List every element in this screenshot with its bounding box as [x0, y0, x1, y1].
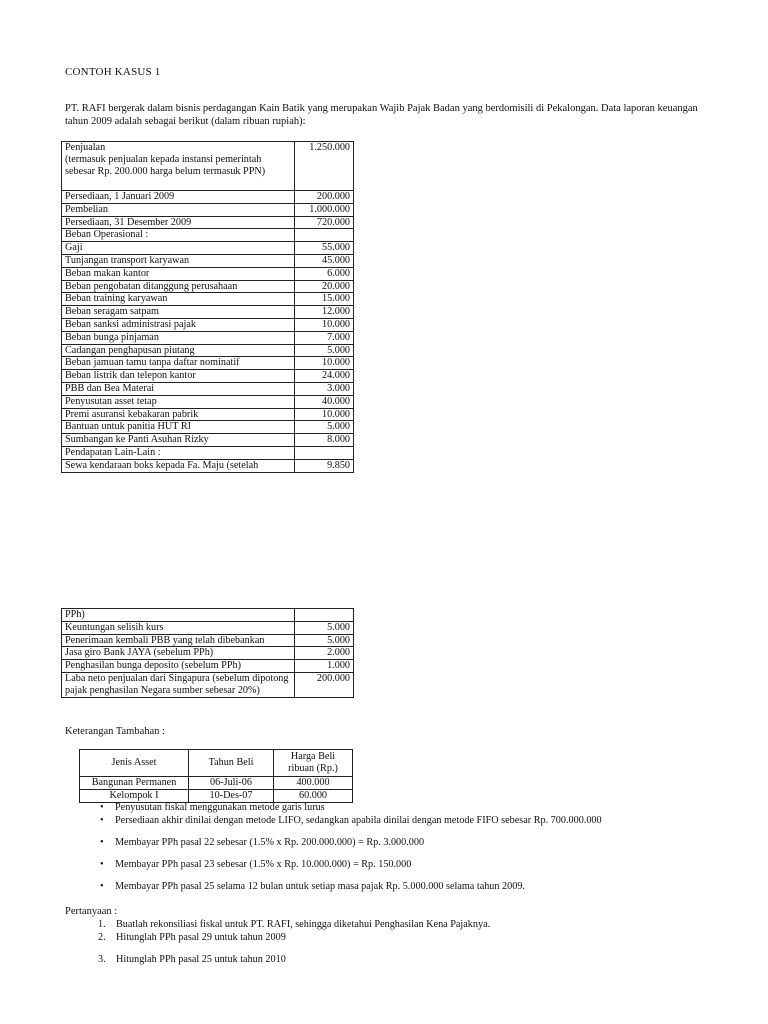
- notes-list: [100, 801, 700, 893]
- row-description: Penerimaan kembali PBB yang telah dibebankan: [62, 634, 295, 647]
- row-value: 55.000: [295, 242, 354, 255]
- row-description: Keuntungan selisih kurs: [62, 621, 295, 634]
- table-row: [62, 382, 354, 395]
- list-item: • Membayar PPh pasal 22 sebesar (1.5% x Rp. 200.000.000) = Rp. 3.000.000: [100, 837, 425, 848]
- list-item: • Persediaan akhir dinilai dengan metode LIFO, sedangkan apabila dinilai dengan metode FIFO sebesar Rp. 700.000.000: [100, 815, 602, 826]
- table-row: [80, 777, 353, 790]
- row-value: 3.000: [295, 382, 354, 395]
- table-row: [62, 621, 354, 634]
- table-row: [62, 318, 354, 331]
- row-value: 1.250.000: [295, 142, 354, 191]
- asset-year: 10-Des-07: [189, 790, 274, 803]
- list-item: 3. Hitunglah PPh pasal 25 untuk tahun 2010: [98, 954, 286, 965]
- asset-table: [79, 749, 353, 803]
- row-value: 200.000: [295, 191, 354, 204]
- row-description: PBB dan Bea Materai: [62, 382, 295, 395]
- table-row: [62, 408, 354, 421]
- intro-paragraph: PT. RAFI bergerak dalam bisnis perdagangan Kain Batik yang merupakan Wajib Pajak Badan yang berdomisili di Pekalongan. Data laporan keuangan tahun 2009 adalah sebagai berikut (dalam ribuan rupiah):: [65, 103, 698, 127]
- table-row: [62, 647, 354, 660]
- row-description: PPh): [62, 609, 295, 622]
- table-row: [62, 203, 354, 216]
- table-row: [62, 331, 354, 344]
- asset-header-harga: Harga Beli ribuan (Rp.): [274, 750, 353, 777]
- row-value: 20.000: [295, 280, 354, 293]
- table-row: [62, 191, 354, 204]
- row-description: Beban training karyawan: [62, 293, 295, 306]
- row-description: Premi asuransi kebakaran pabrik: [62, 408, 295, 421]
- row-value: 6.000: [295, 267, 354, 280]
- table-row: [62, 370, 354, 383]
- table-row: [62, 306, 354, 319]
- row-description: Sewa kendaraan boks kepada Fa. Maju (setelah: [62, 459, 295, 472]
- row-description: Laba neto penjualan dari Singapura (sebelum dipotong pajak penghasilan Negara sumber sebesar 20%): [62, 672, 295, 697]
- row-value: 10.000: [295, 357, 354, 370]
- row-description: Persediaan, 31 Desember 2009: [62, 216, 295, 229]
- row-description: Jasa giro Bank JAYA (sebelum PPh): [62, 647, 295, 660]
- table-row: [62, 446, 354, 459]
- bullet-icon: •: [100, 837, 104, 848]
- row-description: Beban bunga pinjaman: [62, 331, 295, 344]
- asset-header-row: [80, 750, 353, 777]
- table-row: [62, 142, 354, 191]
- financial-table-2: [61, 608, 354, 698]
- table-row: [62, 267, 354, 280]
- row-value: 8.000: [295, 434, 354, 447]
- row-description: Penyusutan asset tetap: [62, 395, 295, 408]
- row-description: Persediaan, 1 Januari 2009: [62, 191, 295, 204]
- table-row: [62, 344, 354, 357]
- row-value: 7.000: [295, 331, 354, 344]
- bullet-icon: •: [100, 859, 104, 870]
- row-description: Beban listrik dan telepon kantor: [62, 370, 295, 383]
- asset-name: Kelompok I: [80, 790, 189, 803]
- row-value: 12.000: [295, 306, 354, 319]
- row-description: Pembelian: [62, 203, 295, 216]
- list-item: • Penyusutan fiskal menggunakan metode garis lurus: [100, 802, 325, 813]
- row-description: Tunjangan transport karyawan: [62, 254, 295, 267]
- page-heading: CONTOH KASUS 1: [65, 66, 161, 78]
- bullet-icon: •: [100, 881, 104, 892]
- table-row: [62, 395, 354, 408]
- table-row: [62, 434, 354, 447]
- row-description: Beban jamuan tamu tanpa daftar nominatif: [62, 357, 295, 370]
- row-value: 9.850: [295, 459, 354, 472]
- asset-header-tahun: Tahun Beli: [189, 750, 274, 777]
- row-description: Gaji: [62, 242, 295, 255]
- row-value: 1.000.000: [295, 203, 354, 216]
- asset-name: Bangunan Permanen: [80, 777, 189, 790]
- table-row: [62, 254, 354, 267]
- row-description: Beban makan kantor: [62, 267, 295, 280]
- row-value: 10.000: [295, 318, 354, 331]
- questions-list: [98, 918, 698, 966]
- list-item: 2. Hitunglah PPh pasal 29 untuk tahun 2009: [98, 932, 286, 943]
- table-row: [62, 242, 354, 255]
- bullet-icon: •: [100, 815, 104, 826]
- bullet-icon: •: [100, 802, 104, 813]
- row-value: 5.000: [295, 621, 354, 634]
- list-item: 1. Buatlah rekonsiliasi fiskal untuk PT. RAFI, sehingga diketahui Penghasilan Kena Pajaknya.: [98, 919, 491, 930]
- table-row: [62, 672, 354, 697]
- row-value: 720.000: [295, 216, 354, 229]
- table-row: [62, 634, 354, 647]
- row-value: 45.000: [295, 254, 354, 267]
- keterangan-label: Keterangan Tambahan :: [65, 726, 165, 737]
- row-description: Cadangan penghapusan piutang: [62, 344, 295, 357]
- row-value: [295, 446, 354, 459]
- row-description: Beban sanksi administrasi pajak: [62, 318, 295, 331]
- table-row: [62, 216, 354, 229]
- row-value: 24.000: [295, 370, 354, 383]
- row-description: Sumbangan ke Panti Asuhan Rizky: [62, 434, 295, 447]
- row-value: 5.000: [295, 634, 354, 647]
- financial-table-1: [61, 141, 354, 473]
- asset-price: 60.000: [274, 790, 353, 803]
- asset-price: 400.000: [274, 777, 353, 790]
- row-description: Beban pengobatan ditanggung perusahaan: [62, 280, 295, 293]
- table-row: [62, 357, 354, 370]
- row-value: 5.000: [295, 421, 354, 434]
- row-description: Bantuan untuk panitia HUT RI: [62, 421, 295, 434]
- row-value: 200.000: [295, 672, 354, 697]
- row-value: 10.000: [295, 408, 354, 421]
- table-row: [62, 660, 354, 673]
- row-value: 15.000: [295, 293, 354, 306]
- row-description: Pendapatan Lain-Lain :: [62, 446, 295, 459]
- asset-year: 06-Juli-06: [189, 777, 274, 790]
- table-row: [62, 421, 354, 434]
- row-description: Penjualan (termasuk penjualan kepada instansi pemerintah sebesar Rp. 200.000 harga belum termasuk PPN): [62, 142, 295, 191]
- row-description: Beban seragam satpam: [62, 306, 295, 319]
- table-row: [62, 459, 354, 472]
- row-value: 1.000: [295, 660, 354, 673]
- table-row: [62, 293, 354, 306]
- list-item: • Membayar PPh pasal 23 sebesar (1.5% x Rp. 10.000.000) = Rp. 150.000: [100, 859, 412, 870]
- row-description: Penghasilan bunga deposito (sebelum PPh): [62, 660, 295, 673]
- pertanyaan-label: Pertanyaan :: [65, 906, 118, 917]
- row-value: 40.000: [295, 395, 354, 408]
- table-row: [62, 229, 354, 242]
- list-item: • Membayar PPh pasal 25 selama 12 bulan untuk setiap masa pajak Rp. 5.000.000 selama tahun 2009.: [100, 881, 525, 892]
- asset-header-jenis: Jenis Asset: [80, 750, 189, 777]
- row-value: [295, 609, 354, 622]
- row-value: 5.000: [295, 344, 354, 357]
- table-row: [62, 280, 354, 293]
- row-value: [295, 229, 354, 242]
- table-row: [62, 609, 354, 622]
- row-description: Beban Operasional :: [62, 229, 295, 242]
- row-value: 2.000: [295, 647, 354, 660]
